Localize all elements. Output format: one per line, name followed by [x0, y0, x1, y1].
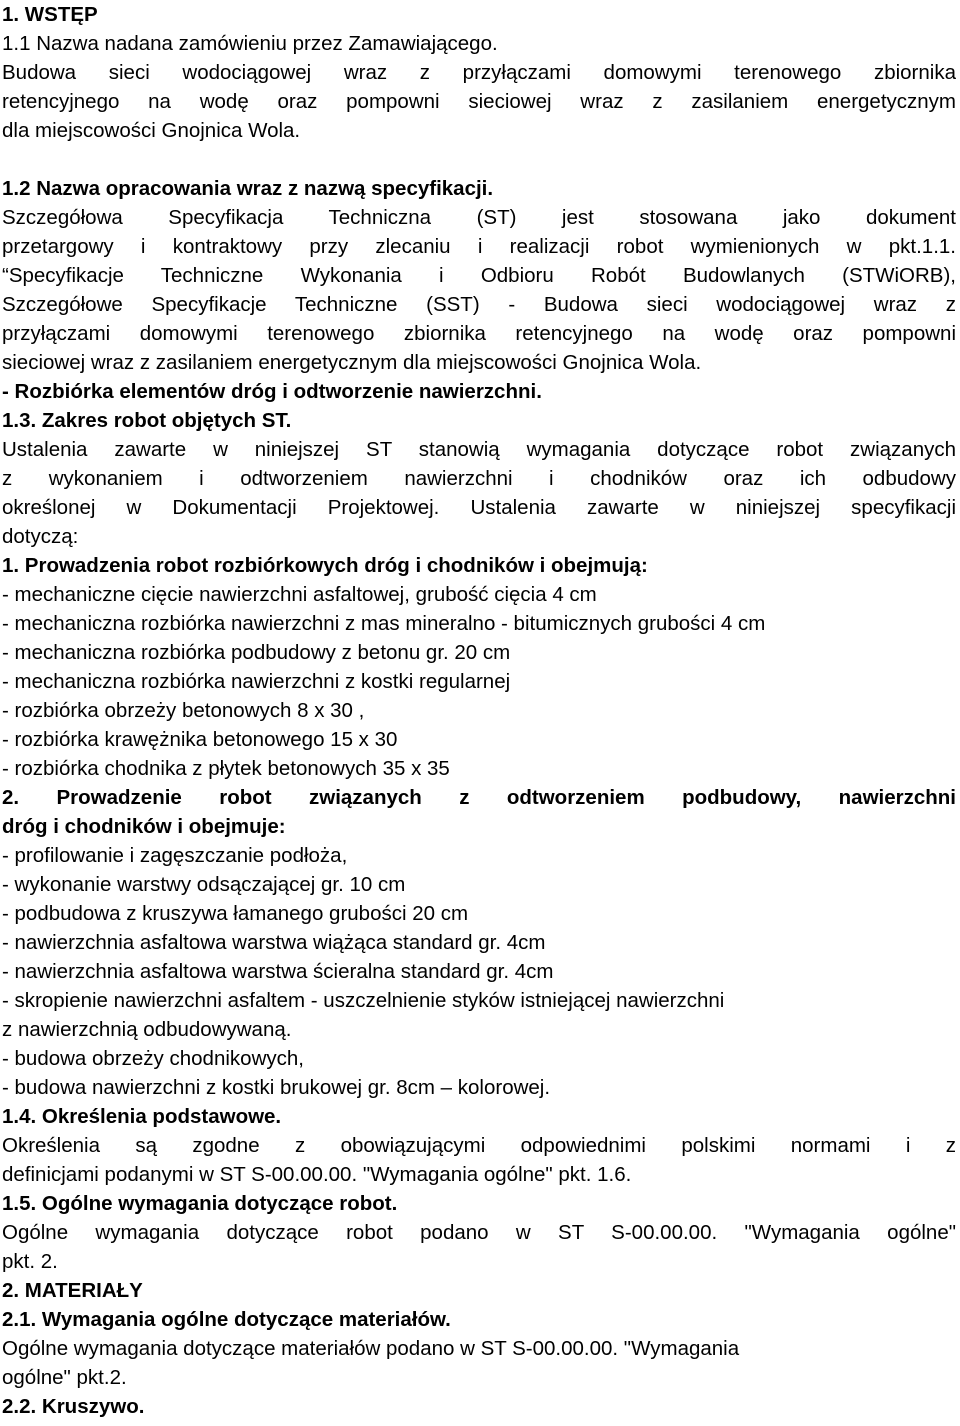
text-line: 1. WSTĘP — [2, 3, 98, 26]
text-line: określonej w Dokumentacji Projektowej. Ustalenia zawarte w niniejszej specyfikacji — [2, 496, 956, 519]
text-line: - rozbiórka chodnika z płytek betonowych 35 x 35 — [2, 757, 450, 780]
text-line: Określenia są zgodne z obowiązującymi odpowiednimi polskimi normami i z — [2, 1134, 956, 1157]
text-line: przyłączami domowymi terenowego zbiornika retencyjnego na wodę oraz pompowni — [2, 322, 956, 345]
text-line: - budowa obrzeży chodnikowych, — [2, 1047, 304, 1070]
text-line: - rozbiórka krawężnika betonowego 15 x 30 — [2, 728, 398, 751]
text-line: - mechaniczna rozbiórka nawierzchni z kostki regularnej — [2, 670, 511, 693]
text-line: Ustalenia zawarte w niniejszej ST stanowią wymagania dotyczące robot związanych — [2, 438, 956, 461]
text-line: 1.4. Określenia podstawowe. — [2, 1105, 282, 1128]
text-line: 1.5. Ogólne wymagania dotyczące robot. — [2, 1192, 398, 1215]
text-line: dla miejscowości Gnojnica Wola. — [2, 119, 301, 142]
text-line: - mechaniczna rozbiórka nawierzchni z mas mineralno - bitumicznych grubości 4 cm — [2, 612, 766, 635]
text-line: 2. MATERIAŁY — [2, 1279, 143, 1302]
text-line: - rozbiórka obrzeży betonowych 8 x 30 , — [2, 699, 365, 722]
text-line: - Rozbiórka elementów dróg i odtworzenie nawierzchni. — [2, 380, 542, 403]
text-line: - skropienie nawierzchni asfaltem - uszczelnienie styków istniejącej nawierzchni — [2, 989, 725, 1012]
text-line: Szczegółowa Specyfikacja Techniczna (ST) jest stosowana jako dokument — [2, 206, 956, 229]
text-line: ogólne" pkt.2. — [2, 1366, 127, 1389]
text-line: “Specyfikacje Techniczne Wykonania i Odbioru Robót Budowlanych (STWiORB), — [2, 264, 956, 287]
text-line: 2. Prowadzenie robot związanych z odtworzeniem podbudowy, nawierzchni — [2, 786, 956, 809]
text-line: - profilowanie i zagęszczanie podłoża, — [2, 844, 348, 867]
text-line: 1. Prowadzenia robot rozbiórkowych dróg i chodników i obejmują: — [2, 554, 648, 577]
blank-line — [2, 145, 956, 174]
text-line: 2.1. Wymagania ogólne dotyczące materiałów. — [2, 1308, 451, 1331]
text-line: Budowa sieci wodociągowej wraz z przyłączami domowymi terenowego zbiornika — [2, 61, 956, 84]
text-line: dróg i chodników i obejmuje: — [2, 815, 286, 838]
text-line: 1.1 Nazwa nadana zamówieniu przez Zamawiającego. — [2, 32, 498, 55]
text-line: pkt. 2. — [2, 1250, 58, 1273]
text-line: z wykonaniem i odtworzeniem nawierzchni i chodników oraz ich odbudowy — [2, 467, 956, 490]
text-line: z nawierzchnią odbudowywaną. — [2, 1018, 292, 1041]
text-line: - wykonanie warstwy odsączającej gr. 10 cm — [2, 873, 406, 896]
text-line: - mechaniczna rozbiórka podbudowy z betonu gr. 20 cm — [2, 641, 511, 664]
text-line: 1.2 Nazwa opracowania wraz z nazwą specyfikacji. — [2, 177, 494, 200]
text-line: Szczegółowe Specyfikacje Techniczne (SST) - Budowa sieci wodociągowej wraz z — [2, 293, 956, 316]
text-line: Ogólne wymagania dotyczące robot podano w ST S-00.00.00. "Wymagania ogólne" — [2, 1221, 956, 1244]
text-line: dotyczą: — [2, 525, 79, 548]
text-line: 2.2. Kruszywo. — [2, 1395, 145, 1418]
text-line: - nawierzchnia asfaltowa warstwa wiążąca standard gr. 4cm — [2, 931, 546, 954]
text-line: retencyjnego na wodę oraz pompowni sieciowej wraz z zasilaniem energetycznym — [2, 90, 956, 113]
text-line: sieciowej wraz z zasilaniem energetycznym dla miejscowości Gnojnica Wola. — [2, 351, 702, 374]
text-line: przetargowy i kontraktowy przy zlecaniu i realizacji robot wymienionych w pkt.1.1. — [2, 235, 956, 258]
text-line: - nawierzchnia asfaltowa warstwa ścieralna standard gr. 4cm — [2, 960, 554, 983]
text-line: - podbudowa z kruszywa łamanego grubości 20 cm — [2, 902, 469, 925]
text-line: - mechaniczne cięcie nawierzchni asfaltowej, grubość cięcia 4 cm — [2, 583, 597, 606]
text-line: - budowa nawierzchni z kostki brukowej gr. 8cm – kolorowej. — [2, 1076, 551, 1099]
text-line: definicjami podanymi w ST S-00.00.00. "Wymagania ogólne" pkt. 1.6. — [2, 1163, 632, 1186]
text-line: Ogólne wymagania dotyczące materiałów podano w ST S-00.00.00. "Wymagania — [2, 1337, 740, 1360]
text-line: 1.3. Zakres robot objętych ST. — [2, 409, 292, 432]
